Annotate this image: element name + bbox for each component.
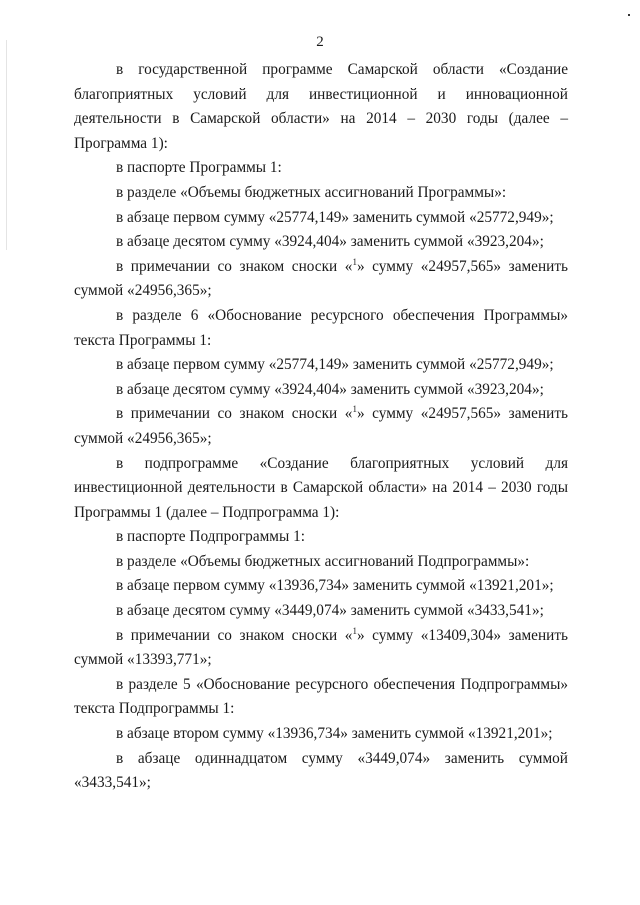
text-line: [74, 624, 568, 649]
text-line: в разделе 6 «Обоснование ресурсного обеспечения Программы»: [116, 306, 568, 324]
text-line: в государственной программе Самарской области «Создание: [116, 61, 568, 78]
document-body: [74, 58, 568, 796]
text-line: в абзаце первом сумму «13936,734» заменить суммой «13921,201»;: [116, 577, 554, 595]
text-line: в разделе «Объемы бюджетных ассигнований Программы»:: [116, 183, 507, 201]
text-line: благоприятных условий для инвестиционной и инновационной: [74, 85, 568, 103]
text-line: в разделе 5 «Обоснование ресурсного обеспечения Подпрограммы»: [116, 675, 568, 693]
text-line: в абзаце десятом сумму «3449,074» заменить суммой «3433,541»;: [116, 602, 544, 620]
text-line: суммой «13393,771»;: [74, 651, 212, 669]
text-fragment: » сумму «24957,565» заменить: [356, 257, 568, 275]
text-line: в абзаце первом сумму «25774,149» заменить суммой «25772,949»;: [116, 356, 554, 374]
text-line: суммой «24956,365»;: [74, 429, 212, 447]
footnote-marker: 1: [352, 256, 357, 267]
text-fragment: » сумму «24957,565» заменить: [356, 405, 568, 423]
text-line: в паспорте Подпрограммы 1:: [116, 528, 305, 546]
text-line: Программы 1 (далее – Подпрограмма 1):: [74, 503, 340, 521]
text-line: в абзаце одиннадцатом сумму «3449,074» заменить суммой: [116, 749, 568, 767]
text-fragment: » сумму «13409,304» заменить: [356, 626, 568, 644]
text-line: [74, 402, 568, 427]
scan-speck: [628, 14, 630, 16]
text-fragment: в примечании со знаком сноски «: [116, 257, 353, 275]
footnote-marker: 1: [352, 404, 357, 415]
text-line: «3433,541»;: [74, 774, 151, 792]
text-line: инвестиционной деятельности в Самарской области» на 2014 – 2030 годы: [74, 479, 568, 497]
text-line: в разделе «Объемы бюджетных ассигнований Подпрограммы»:: [116, 552, 530, 570]
page-number: 2: [316, 34, 324, 50]
footnote-marker: 1: [352, 625, 357, 636]
text-line: деятельности в Самарской области» на 2014 – 2030 годы (далее –: [74, 110, 568, 128]
scan-margin-shadow: [6, 40, 7, 250]
text-line: в абзаце десятом сумму «3924,404» заменить суммой «3923,204»;: [116, 380, 544, 398]
text-line: в подпрограмме «Создание благоприятных условий для: [116, 454, 568, 472]
text-line: Программа 1):: [74, 134, 168, 152]
text-line: суммой «24956,365»;: [74, 282, 212, 300]
text-fragment: в примечании со знаком сноски «: [116, 405, 353, 423]
text-line: в паспорте Программы 1:: [116, 159, 282, 177]
text-line: [74, 255, 568, 280]
text-line: в абзаце десятом сумму «3924,404» заменить суммой «3923,204»;: [116, 233, 544, 251]
text-line: в абзаце первом сумму «25774,149» заменить суммой «25772,949»;: [116, 208, 554, 226]
text-line: текста Программы 1:: [74, 331, 212, 349]
text-fragment: в примечании со знаком сноски «: [116, 626, 353, 644]
text-line: текста Подпрограммы 1:: [74, 700, 235, 718]
text-line: в абзаце втором сумму «13936,734» заменить суммой «13921,201»;: [116, 725, 553, 743]
